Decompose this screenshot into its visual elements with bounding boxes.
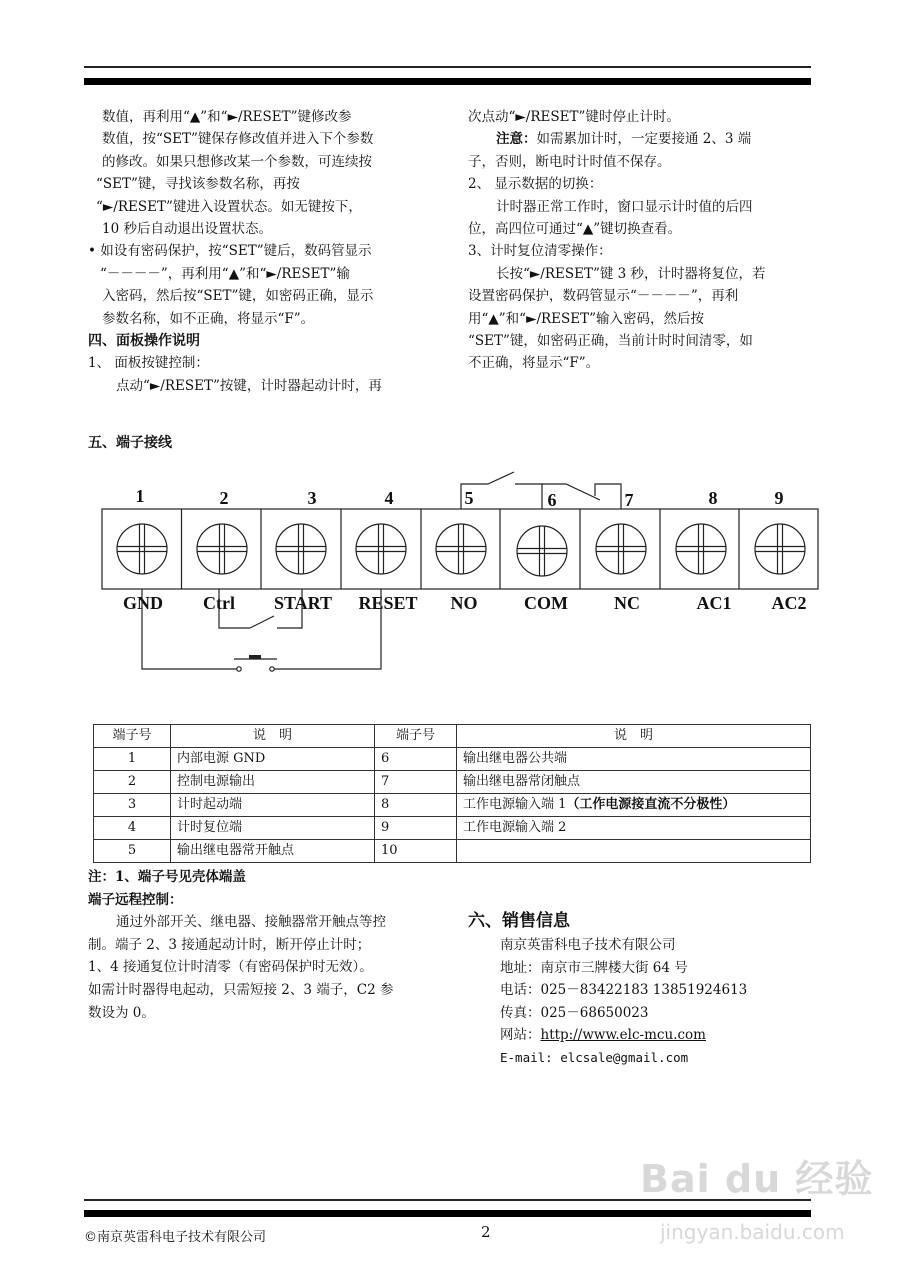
terminal-label: Ctrl (203, 593, 235, 613)
item-1-text: 点动“►/RESET”按键，计时器起动计时，再 (116, 377, 382, 394)
table-cell (457, 794, 811, 817)
cell-bold-text: （工作电源接直流不分极性） (566, 797, 736, 812)
table-cell (457, 817, 811, 840)
terminal-number: 2 (219, 488, 229, 508)
table-cell: 6 (375, 748, 457, 771)
terminal-number: 8 (708, 488, 718, 508)
item-1-title: 1、 面板按键控制： (88, 355, 209, 372)
right-column (468, 106, 828, 375)
bullet-line: “－－－－”，再利用“▲”和“►/RESET”输 (100, 265, 350, 282)
table-header: 端子号 (375, 725, 457, 748)
note-label: 注意： (496, 131, 537, 148)
table-cell: 计时复位端 (171, 817, 375, 840)
remote-text: 1、4 接通复位计时清零（有密码保护时无效）。 (88, 959, 373, 976)
terminal-number: 7 (624, 490, 634, 510)
website-row (468, 1024, 747, 1047)
note-line (468, 128, 828, 150)
website-label: 网站： (500, 1027, 541, 1044)
table-row (94, 840, 811, 863)
terminal-label: START (273, 593, 333, 613)
header-rule-thin (84, 66, 811, 68)
table-cell: 4 (94, 817, 171, 840)
watermark-brand: Bai du 经验 (640, 1157, 874, 1201)
terminal-wiring-diagram (0, 460, 905, 700)
item-2-text: 位，高四位可通过“▲”键切换查看。 (468, 221, 682, 238)
terminal-number: 9 (774, 488, 784, 508)
section-4-title: 四、面板操作说明 (88, 333, 200, 350)
terminal-number: 1 (135, 486, 145, 506)
para-line: “►/RESET”键进入设置状态。如无键按下， (96, 198, 362, 215)
terminal-label: AC2 (771, 593, 807, 613)
terminal-label: NO (450, 593, 478, 613)
item-3-text: 用“▲”和“►/RESET”输入密码，然后按 (468, 310, 705, 327)
email: E-mail: elcsale@gmail.com (500, 1049, 689, 1065)
website-link[interactable]: http://www.elc-mcu.com (540, 1027, 706, 1044)
item-3-title: 3、计时复位清零操作： (468, 243, 612, 260)
item-3-text: 不正确，将显示“F”。 (468, 355, 600, 372)
fax: 传真：025－68650023 (500, 1004, 649, 1021)
para-line: 数值，再利用“▲”和“►/RESET”键修改参 (102, 109, 352, 125)
table-row (94, 817, 811, 840)
table-cell: 10 (375, 840, 457, 863)
remote-text: 数设为 0。 (88, 1004, 155, 1021)
cell-text: 工作电源输入端 2 (463, 820, 567, 835)
terminal-label: COM (524, 593, 568, 613)
screw-icon (276, 524, 326, 574)
table-cell (457, 840, 811, 863)
table-cell: 计时起动端 (171, 794, 375, 817)
terminal-number: 3 (307, 488, 317, 508)
screw-icon (676, 524, 726, 574)
terminal-label: GND (123, 593, 163, 613)
note-text: 如需累加计时，一定要接通 2、3 端 (536, 131, 752, 148)
table-cell (457, 748, 811, 771)
terminal-number: 4 (384, 488, 394, 508)
bullet-line: • 如设有密码保护，按“SET”键后，数码管显示 (88, 243, 372, 260)
item-1-continuation: 次点动“►/RESET”键时停止计时。 (468, 109, 680, 125)
table-header-row (94, 725, 811, 748)
screw-icon (755, 524, 805, 574)
footer-rule-thick (84, 1210, 811, 1217)
screw-icon (436, 524, 486, 574)
table-header: 端子号 (94, 725, 171, 748)
cell-text: 输出继电器常闭触点 (463, 774, 581, 789)
note-1: 注：1、端子号见壳体端盖 (88, 869, 246, 885)
item-3-text: 设置密码保护，数码管显示“－－－－”，再利 (468, 288, 739, 305)
table-row (94, 794, 811, 817)
terminal-table (93, 724, 811, 863)
company-name: 南京英雷科电子技术有限公司 (500, 937, 676, 953)
table-cell: 输出继电器常开触点 (171, 840, 375, 863)
screw-icon (356, 524, 406, 574)
screw-icon (517, 526, 567, 576)
page-number: 2 (481, 1223, 491, 1241)
table-cell (457, 771, 811, 794)
table-cell: 9 (375, 817, 457, 840)
remote-text: 通过外部开关、继电器、接触器常开触点等控 (116, 914, 386, 931)
watermark-url: jingyan.baidu.com (660, 1220, 845, 1244)
remote-control-title: 端子远程控制： (88, 891, 183, 908)
screw-icon (197, 524, 247, 574)
table-cell: 5 (94, 840, 171, 863)
terminal-label: AC1 (696, 593, 732, 613)
item-3-text: 长按“►/RESET”键 3 秒，计时器将复位，若 (496, 265, 766, 282)
phone: 电话：025－83422183 13851924613 (500, 982, 748, 999)
para-line: 数值，按“SET”键保存修改值并进入下个参数 (102, 131, 374, 148)
table-cell: 1 (94, 748, 171, 771)
item-3-text: “SET”键，如密码正确，当前计时时间清零，如 (468, 333, 753, 350)
sales-info (468, 908, 747, 1070)
terminal-number: 5 (464, 488, 474, 508)
terminal-label: NC (614, 593, 640, 613)
item-2-title: 2、 显示数据的切换： (468, 176, 603, 193)
footer-copyright: ©南京英雷科电子技术有限公司 (84, 1230, 267, 1245)
section-5-title: 五、端子接线 (88, 435, 172, 451)
table-cell: 3 (94, 794, 171, 817)
para-line: “SET”键，寻找该参数名称，再按 (96, 176, 300, 193)
table-header: 说 明 (171, 725, 375, 748)
item-2-text: 计时器正常工作时，窗口显示计时值的后四 (496, 198, 753, 215)
sales-title: 六、销售信息 (468, 911, 570, 931)
table-cell: 8 (375, 794, 457, 817)
terminal-label: RESET (358, 593, 418, 613)
cell-text: 输出继电器公共端 (463, 751, 568, 766)
screw-icon (117, 524, 167, 574)
note-line: 子，否则，断电时计时值不保存。 (468, 153, 671, 170)
notes-section (88, 866, 458, 1024)
remote-text: 制。端子 2、3 接通起动计时，断开停止计时； (88, 936, 371, 953)
table-header: 说 明 (457, 725, 811, 748)
para-line: 10 秒后自动退出设置状态。 (102, 221, 272, 238)
baidu-watermark (640, 1148, 874, 1244)
remote-text: 如需计时器得电起动，只需短接 2、3 端子，C2 参 (88, 981, 394, 998)
table-cell: 2 (94, 771, 171, 794)
table-row (94, 771, 811, 794)
bullet-line: 入密码，然后按“SET”键，如密码正确，显示 (102, 288, 374, 305)
table-cell: 内部电源 GND (171, 748, 375, 771)
table-cell: 7 (375, 771, 457, 794)
cell-text: 工作电源输入端 1 (463, 797, 567, 812)
left-column (88, 106, 448, 397)
terminal-number: 6 (547, 490, 557, 510)
table-cell: 控制电源输出 (171, 771, 375, 794)
bullet-line: 参数名称，如不正确，将显示“F”。 (102, 310, 315, 327)
table-row (94, 748, 811, 771)
para-line: 的修改。如果只想修改某一个参数，可连续按 (102, 153, 372, 170)
header-rule-thick (84, 78, 811, 85)
screw-icon (596, 524, 646, 574)
address: 地址：南京市三牌楼大街 64 号 (500, 959, 688, 976)
